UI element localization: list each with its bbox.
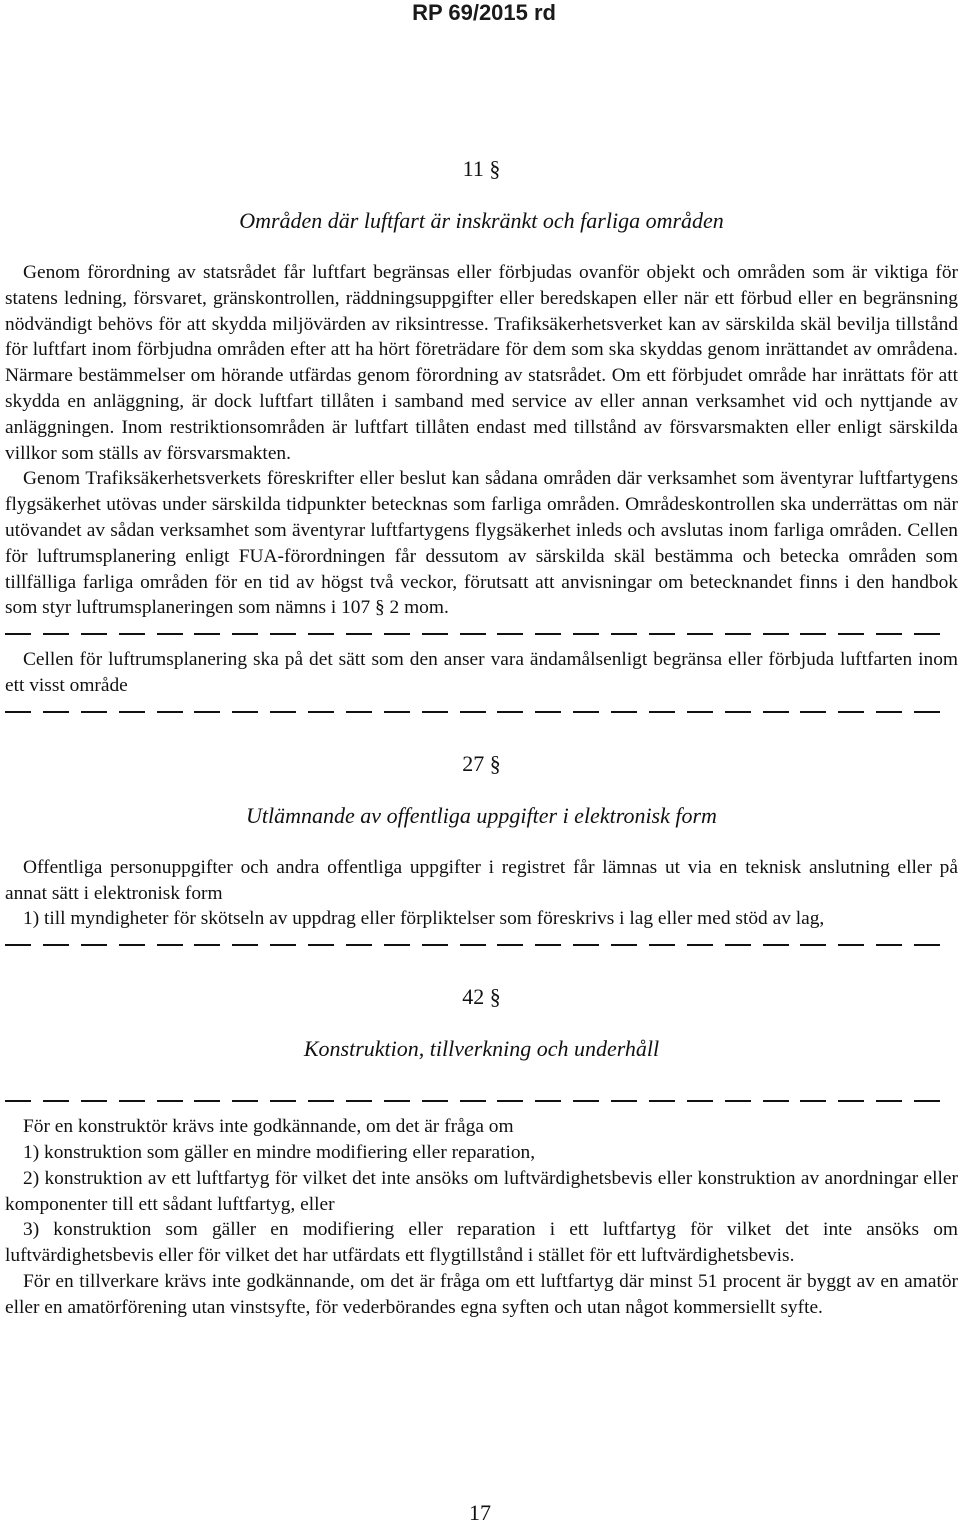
paragraph: Offentliga personuppgifter och andra offentliga uppgifter i registret får lämnas ut via en teknisk anslutning eller på annat sätt i elektronisk form xyxy=(5,856,958,904)
omission-dashes xyxy=(5,932,958,958)
omission-dashes xyxy=(5,699,958,725)
section-number: 27 § xyxy=(462,750,501,776)
paragraph: För en konstruktör krävs inte godkännande, om det är fråga om xyxy=(23,1116,514,1138)
document-reference: RP 69/2015 rd xyxy=(412,0,556,25)
list-item: 2) konstruktion av ett luftfartyg för vilket det inte ansöks om luftvärdighetsbevis eller konstruktion av anordningar eller komponenter till ett sådant luftfartyg, eller xyxy=(5,1167,958,1215)
omission-dashes xyxy=(5,1088,958,1114)
section-title: Utlämnande av offentliga uppgifter i elektronisk form xyxy=(246,802,717,828)
section-number: 11 § xyxy=(462,156,501,181)
paragraph: Cellen för luftrumsplanering ska på det sätt som den anser vara ändamålsenligt begränsa eller förbjuda luftfarten inom ett visst område xyxy=(5,649,958,696)
document-body xyxy=(5,156,958,1321)
paragraph: Genom Trafiksäkerhetsverkets föreskrifter eller beslut kan sådana områden där verksamhet som äventyrar luftfartygens flygsäkerhet utövas under särskilda tidpunkter betecknas som farliga områden. Områdeskontrollen ska underrättas om när utövandet av sådan verksamhet som äventyrar luftfartygens flygsäkerhet inleds och avslutas inom farliga områden. Cellen för luftrumsplanering enligt FUA-förordningen får dessutom av särskilda skäl bestämma och betecka områden som tillfälliga farliga områden för en tid av högst två veckor, förutsatt att anvisningar om betecknandet finns i den handbok som styr luftrumsplaneringen som nämns i 107 § 2 mom. xyxy=(5,468,958,619)
omission-dashes xyxy=(5,621,958,647)
paragraph: Genom förordning av statsrådet får luftfart begränsas eller förbjudas ovanför objekt och områden som är viktiga för statens ledning, försvaret, gränskontrollen, räddningsuppgifter eller beredskapen eller när ett förbud eller en begränsning nödvändigt behövs för att skydda miljövärden av riksintresse. Trafiksäkerhetsverket kan av särskilda skäl bevilja tillstånd för luftfart inom förbjudna områden efter att ha hört företrädare för dem som ska skyddas genom inrättandet av områdena. Närmare bestämmelser om hörande utfärdas genom förordning av statsrådet. Om ett förbjudet område har inrättats för att skydda en anläggning, är dock luftfart tillåten i samband med service av eller annan verksamhet vid och nyttjande av anläggningen. Inom restriktionsområden är luftfart tillåten endast med tillstånd av försvarsmakten eller enligt särskilda villkor som ställs av försvarsmakten. xyxy=(5,262,958,464)
section-number: 42 § xyxy=(462,984,501,1010)
page-number: 17 xyxy=(469,1500,491,1525)
section-title: Konstruktion, tillverkning och underhåll xyxy=(303,1036,660,1062)
paragraph: 1) till myndigheter för skötseln av uppdrag eller förpliktelser som föreskrivs i lag eller med stöd av lag, xyxy=(23,908,825,930)
paragraph: För en tillverkare krävs inte godkännande, om det är fråga om ett luftfartyg där minst 51 procent är byggt av en amatör eller en amatörförening utan vinstsyfte, för vederbörandes egna syften och utan något kommersiellt syfte. xyxy=(5,1270,958,1318)
list-item: 3) konstruktion som gäller en modifiering eller reparation i ett luftfartyg för vilket det inte ansöks om luftvärdighetsbevis eller för vilket det har utfärdats ett flygtillstånd i stället för ett luftvärdighetsbevis. xyxy=(5,1219,958,1267)
list-item: 1) konstruktion som gäller en mindre modifiering eller reparation, xyxy=(23,1141,536,1163)
section-title: Områden där luftfart är inskränkt och farliga områden xyxy=(239,208,724,233)
